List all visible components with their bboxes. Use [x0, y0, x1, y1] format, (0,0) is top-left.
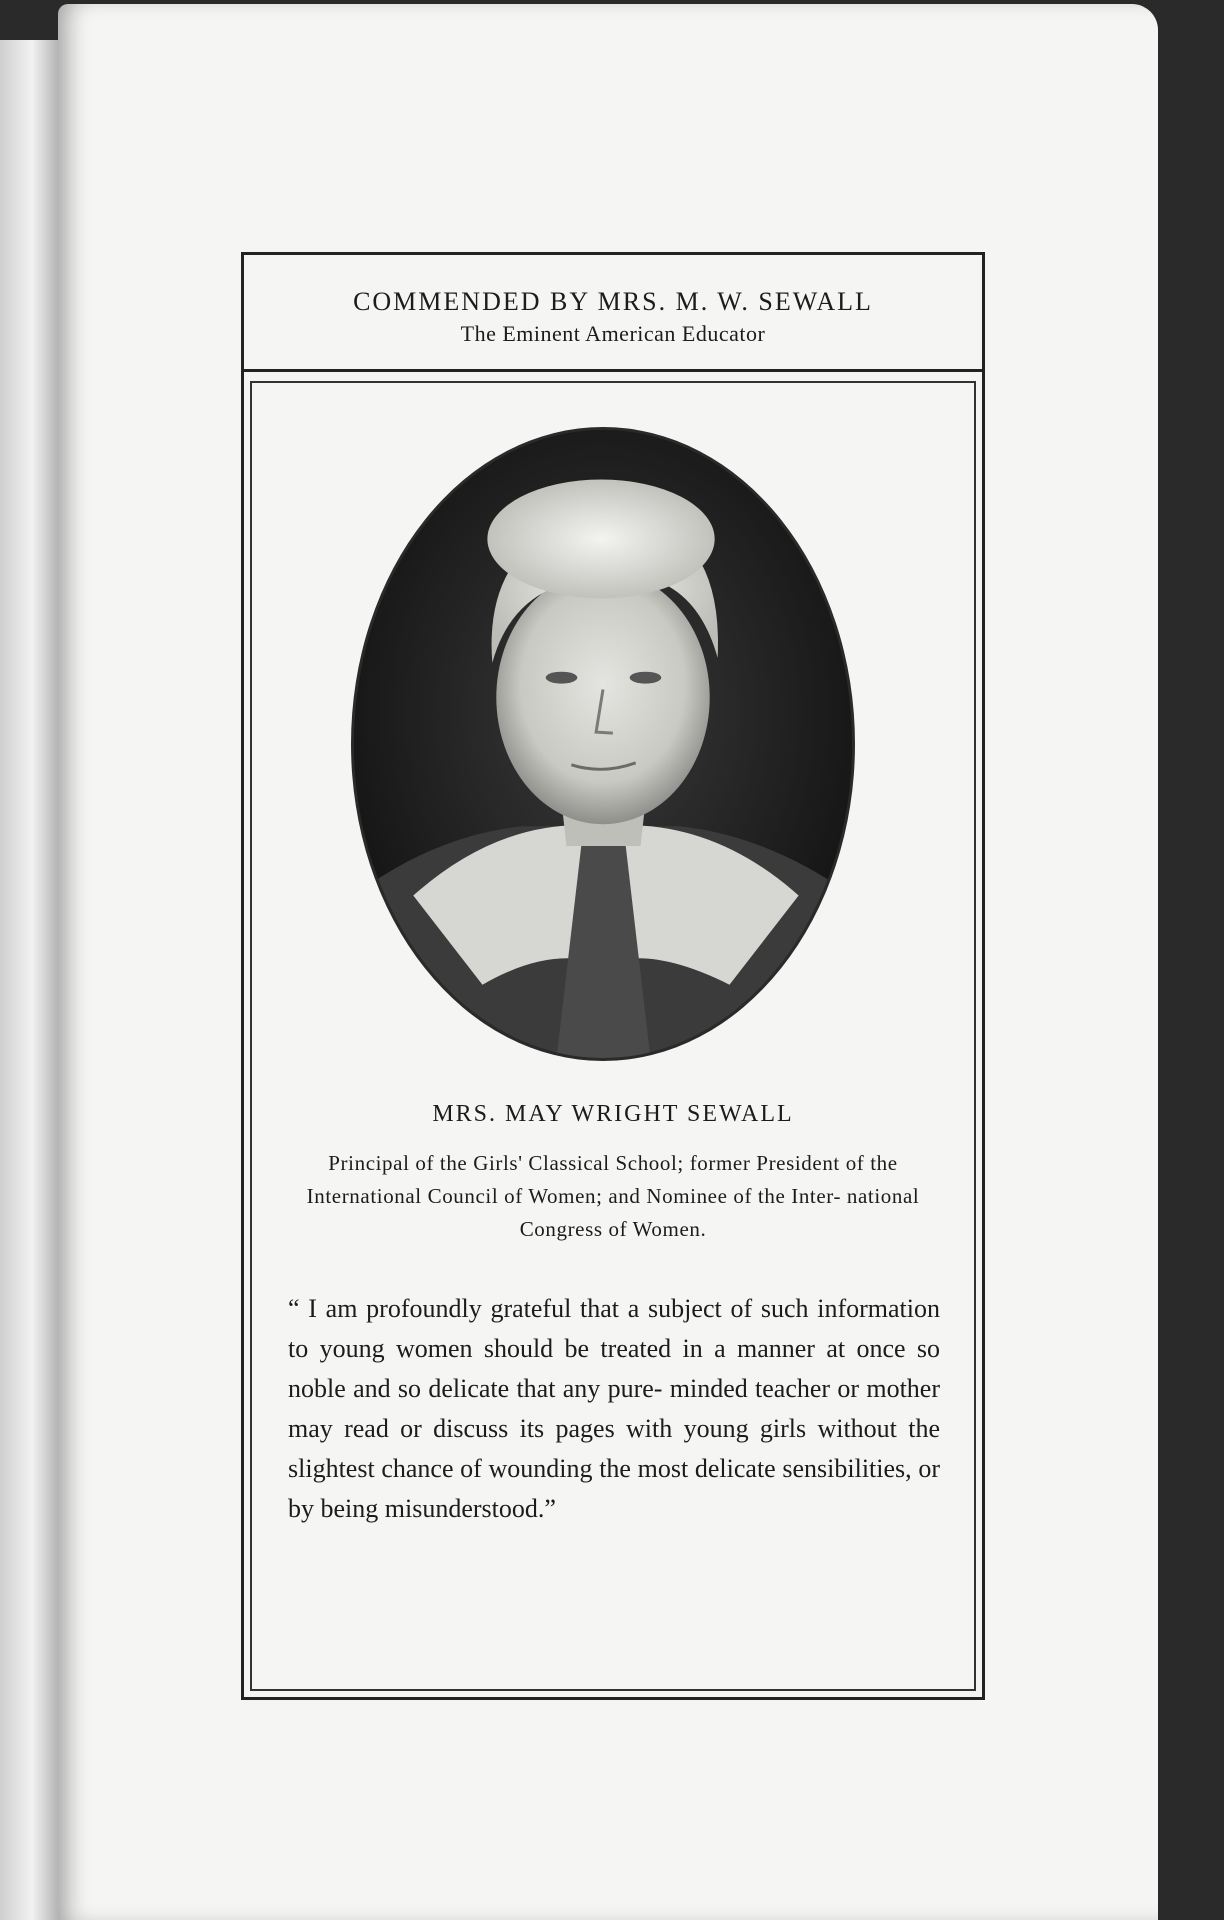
- header-subtitle: The Eminent American Educator: [460, 321, 766, 346]
- testimonial-quote: “ I am profoundly grateful that a subject of such information to young women should be treated in a manner at once so noble and so delicate that any pure- minded teacher or mother may read or discuss its pages with young girls without the slightest chance of wounding the most delicate sensibilities, or by being misunderstood.”: [288, 1294, 940, 1523]
- subject-name: MRS. MAY WRIGHT SEWALL: [432, 1101, 794, 1127]
- portrait-photo: [351, 427, 855, 1061]
- header-box: [244, 255, 982, 372]
- commendation-panel: [241, 252, 985, 1700]
- header-title: COMMENDED BY MRS. M. W. SEWALL: [353, 287, 873, 316]
- inner-box: [250, 381, 976, 1691]
- subject-credentials: Principal of the Girls' Classical School; former President of the International Council of Women; and Nominee of the Inter- national Congress of Women.: [306, 1151, 920, 1241]
- book-page: [58, 4, 1158, 1920]
